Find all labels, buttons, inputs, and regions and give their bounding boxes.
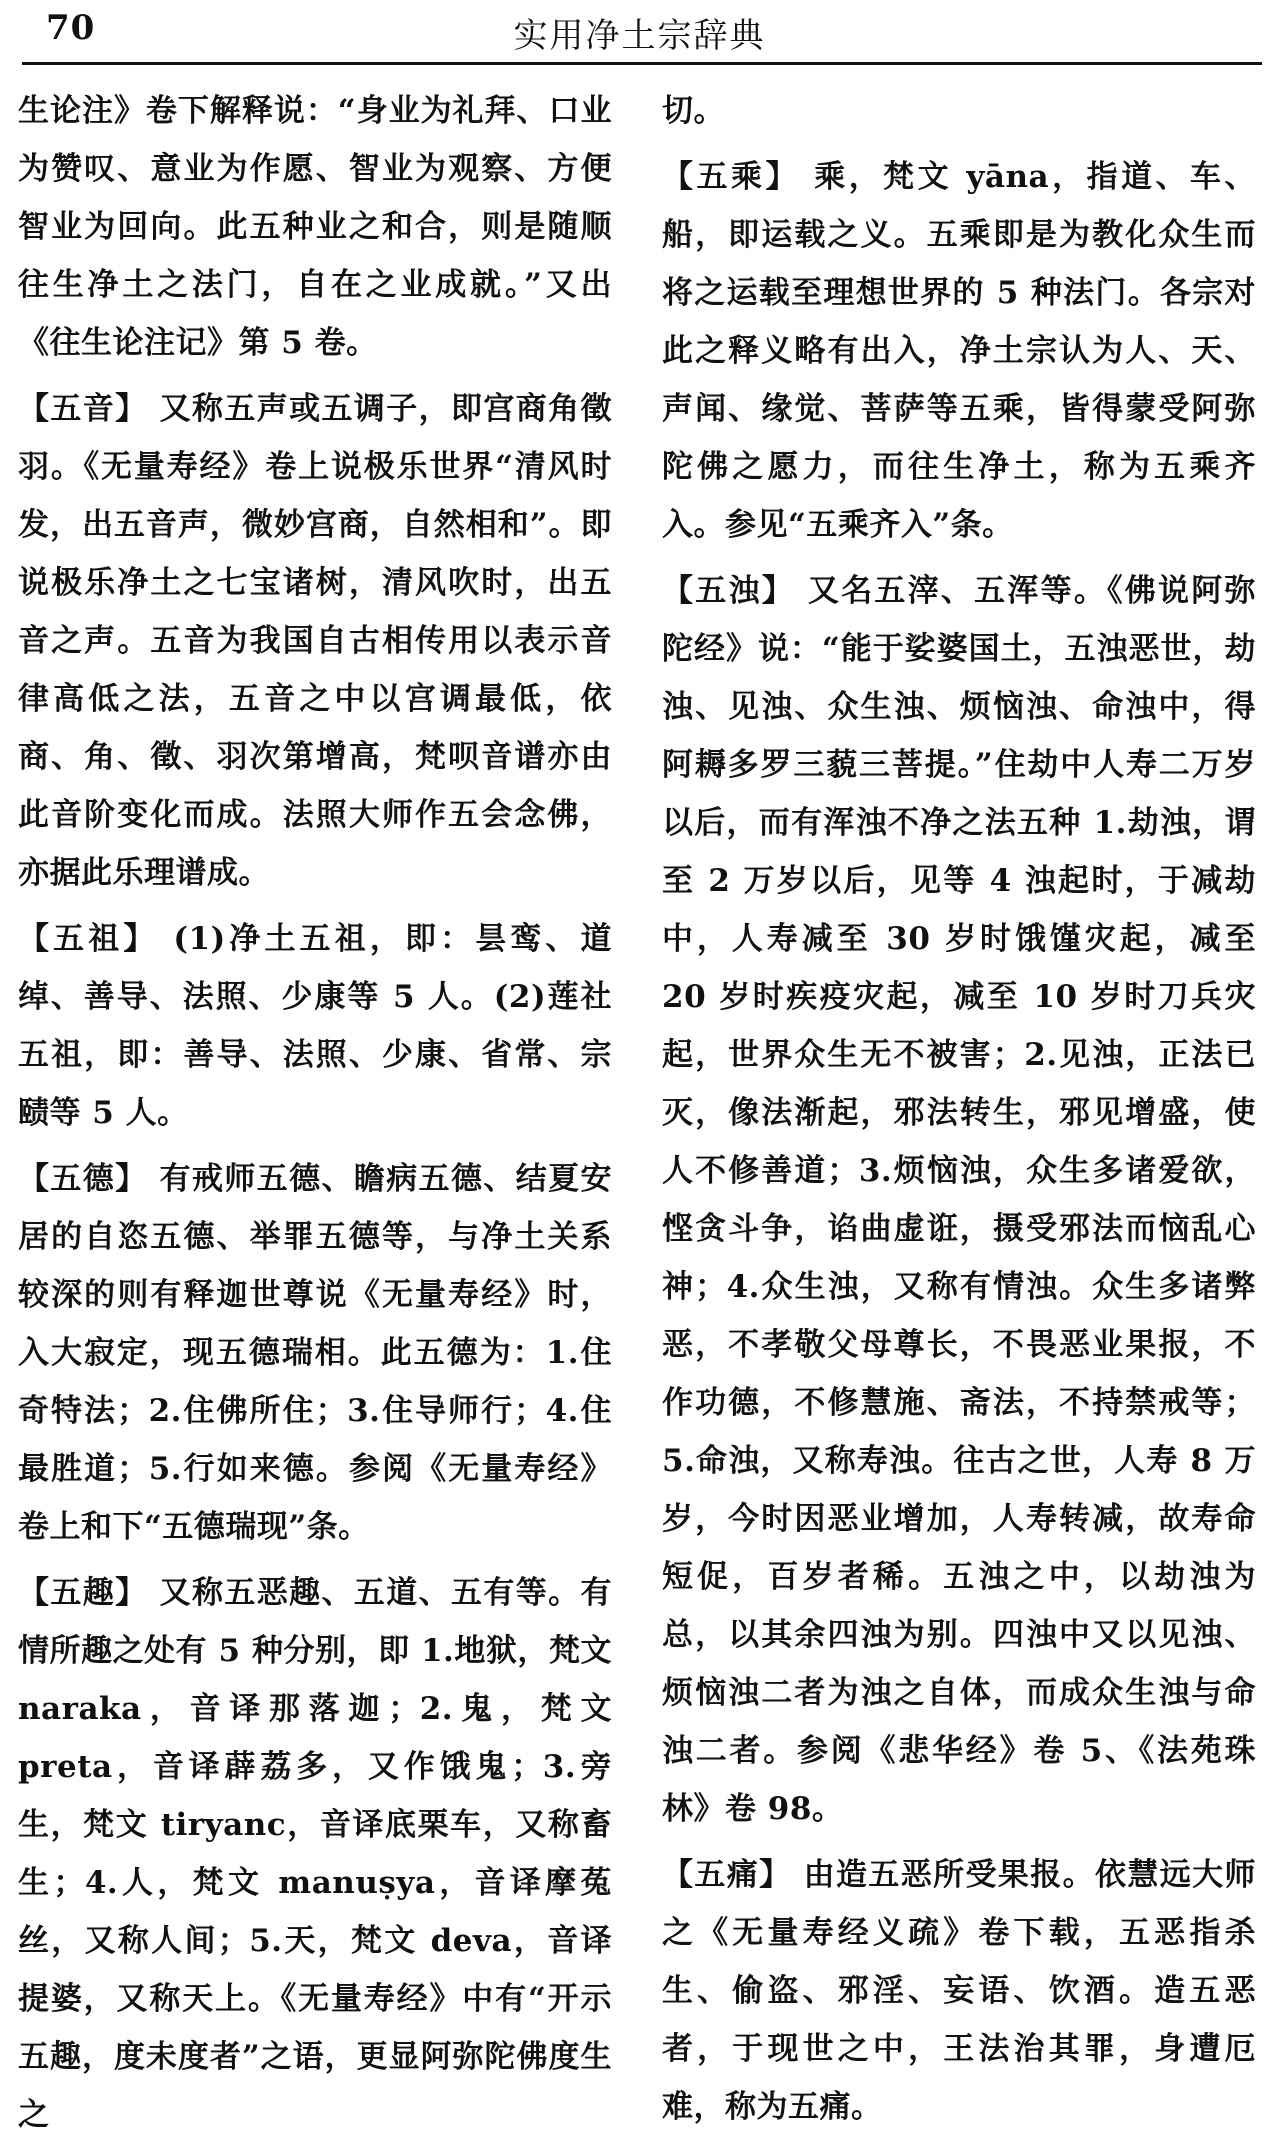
entry-text: 有戒师五德、瞻病五德、结夏安居的自恣五德、举罪五德等，与净土关系较深的则有释迦世尊说《无量寿经》时，入大寂定，现五德瑞相。此五德为：1.住奇特法；2.住佛所住；3.住导师行；4.住最胜道；5.行如来德。参阅《无量寿经》卷上和下“五德瑞现”条。 [18,1161,613,1545]
page-header [0,0,1279,78]
entry-headword: 【 五乘 】 [662,159,800,195]
dictionary-entry [18,910,612,1142]
dictionary-entry [662,148,1256,554]
entry-headword: 【 五趣 】 [18,1575,148,1611]
continued-text: 生论注》卷下解释说：“身业为礼拜、口业为赞叹、意业为作愿、智业为观察、方便智业为回向。此五种业之和合，则是随顺往生净土之法门，自在之业成就。”又出《往生论注记》第 5 卷。 [18,93,612,361]
entry-text: 又称五声或五调子，即宫商角徵羽。《无量寿经》卷上说极乐世界“清风时发，出五音声，微妙宫商，自然相和”。即说极乐净土之七宝诸树，清风吹时，出五音之声。五音为我国自古相传用以表示音律高低之法，五音之中以宫调最低，依商、角、徵、羽次第增高，梵呗音谱亦由此音阶变化而成。法照大师作五会念佛，亦据此乐理谱成。 [18,391,613,891]
entry-text: 由造五恶所受果报。依慧远大师之《无量寿经义疏》卷下载，五恶指杀生、偷盗、邪淫、妄语、饮酒。造五恶者，于现世之中，王法治其罪，身遭厄难，称为五痛。 [662,1857,1257,2125]
dictionary-entry [18,1564,612,2144]
continued-text: 切。 [662,93,725,129]
entry-text: 又名五滓、五浑等。《佛说阿弥陀经》说：“能于娑婆国土，五浊恶世，劫浊、见浊、众生浊、烦恼浊、命浊中，得阿耨多罗三藐三菩提。”住劫中人寿二万岁以后，而有浑浊不净之法五种 1.劫浊，谓至 2 万岁以后，见等 4 浊起时，于减劫中，人寿减至 30 岁时饿馑灾起，减至 20 岁时疾疫灾起，减至 10 岁时刀兵灾起，世界众生无不被害；2.见浊，正法已灭，像法渐起，邪法转生，邪见增盛，使人不修善道；3.烦恼浊，众生多诸爱欲，悭贪斗争，谄曲虚诳，摄受邪法而恼乱心神；4.众生浊，又称有情浊。众生多诸弊恶，不孝敬父母尊长，不畏恶业果报，不作功德，不修慧施、斋法，不持禁戒等；5.命浊，又称寿浊。往古之世，人寿 8 万岁，今时因恶业增加，人寿转减，故寿命短促，百岁者稀。五浊之中，以劫浊为总，以其余四浊为别。四浊中又以见浊、烦恼浊二者为浊之自体，而成众生浊与命浊二者。参阅《悲华经》卷 5、《法苑珠林》卷 98。 [662,573,1256,1827]
entry-headword: 【 五浊 】 [662,573,795,609]
right-column [662,82,1256,2144]
entry-headword: 【 五痛 】 [662,1857,792,1893]
entry-headword: 【 五德 】 [18,1161,148,1197]
running-title: 实用净土宗辞典 [513,16,766,56]
header-rule [22,62,1262,65]
dictionary-entry [18,380,612,902]
entry-headword: 【 五祖 】 [18,921,158,957]
page-number: 70 [46,8,96,48]
entry-text: (1)净土五祖，即：昙鸾、道绰、善导、法照、少康等 5 人。(2)莲社五祖，即：善导、法照、少康、省常、宗赜等 5 人。 [18,921,613,1131]
dictionary-entry [18,1150,612,1556]
entry-headword: 【 五音 】 [18,391,148,427]
dictionary-entry [662,562,1256,1838]
entry-text: 又称五恶趣、五道、五有等。有情所趣之处有 5 种分别，即 1.地狱，梵文 naraka，音译那落迦；2.鬼，梵文 preta，音译薜荔多，又作饿鬼；3.旁生，梵文 tiryanc，音译底栗车，又称畜生；4.人，梵文 manuṣya，音译摩菟丝，又称人间；5.天，梵文 deva，音译提婆，又称天上。《无量寿经》中有“开示五趣，度未度者”之语，更显阿弥陀佛度生之 [18,1575,613,2133]
left-column [18,82,612,2152]
entry-text: 乘，梵文 yāna，指道、车、船，即运载之义。五乘即是为教化众生而将之运载至理想世界的 5 种法门。各宗对此之释义略有出入，净土宗认为人、天、声闻、缘觉、菩萨等五乘，皆得蒙受阿弥陀佛之愿力，而往生净土，称为五乘齐入。参见“五乘齐入”条。 [662,159,1257,543]
dictionary-entry [662,1846,1256,2136]
